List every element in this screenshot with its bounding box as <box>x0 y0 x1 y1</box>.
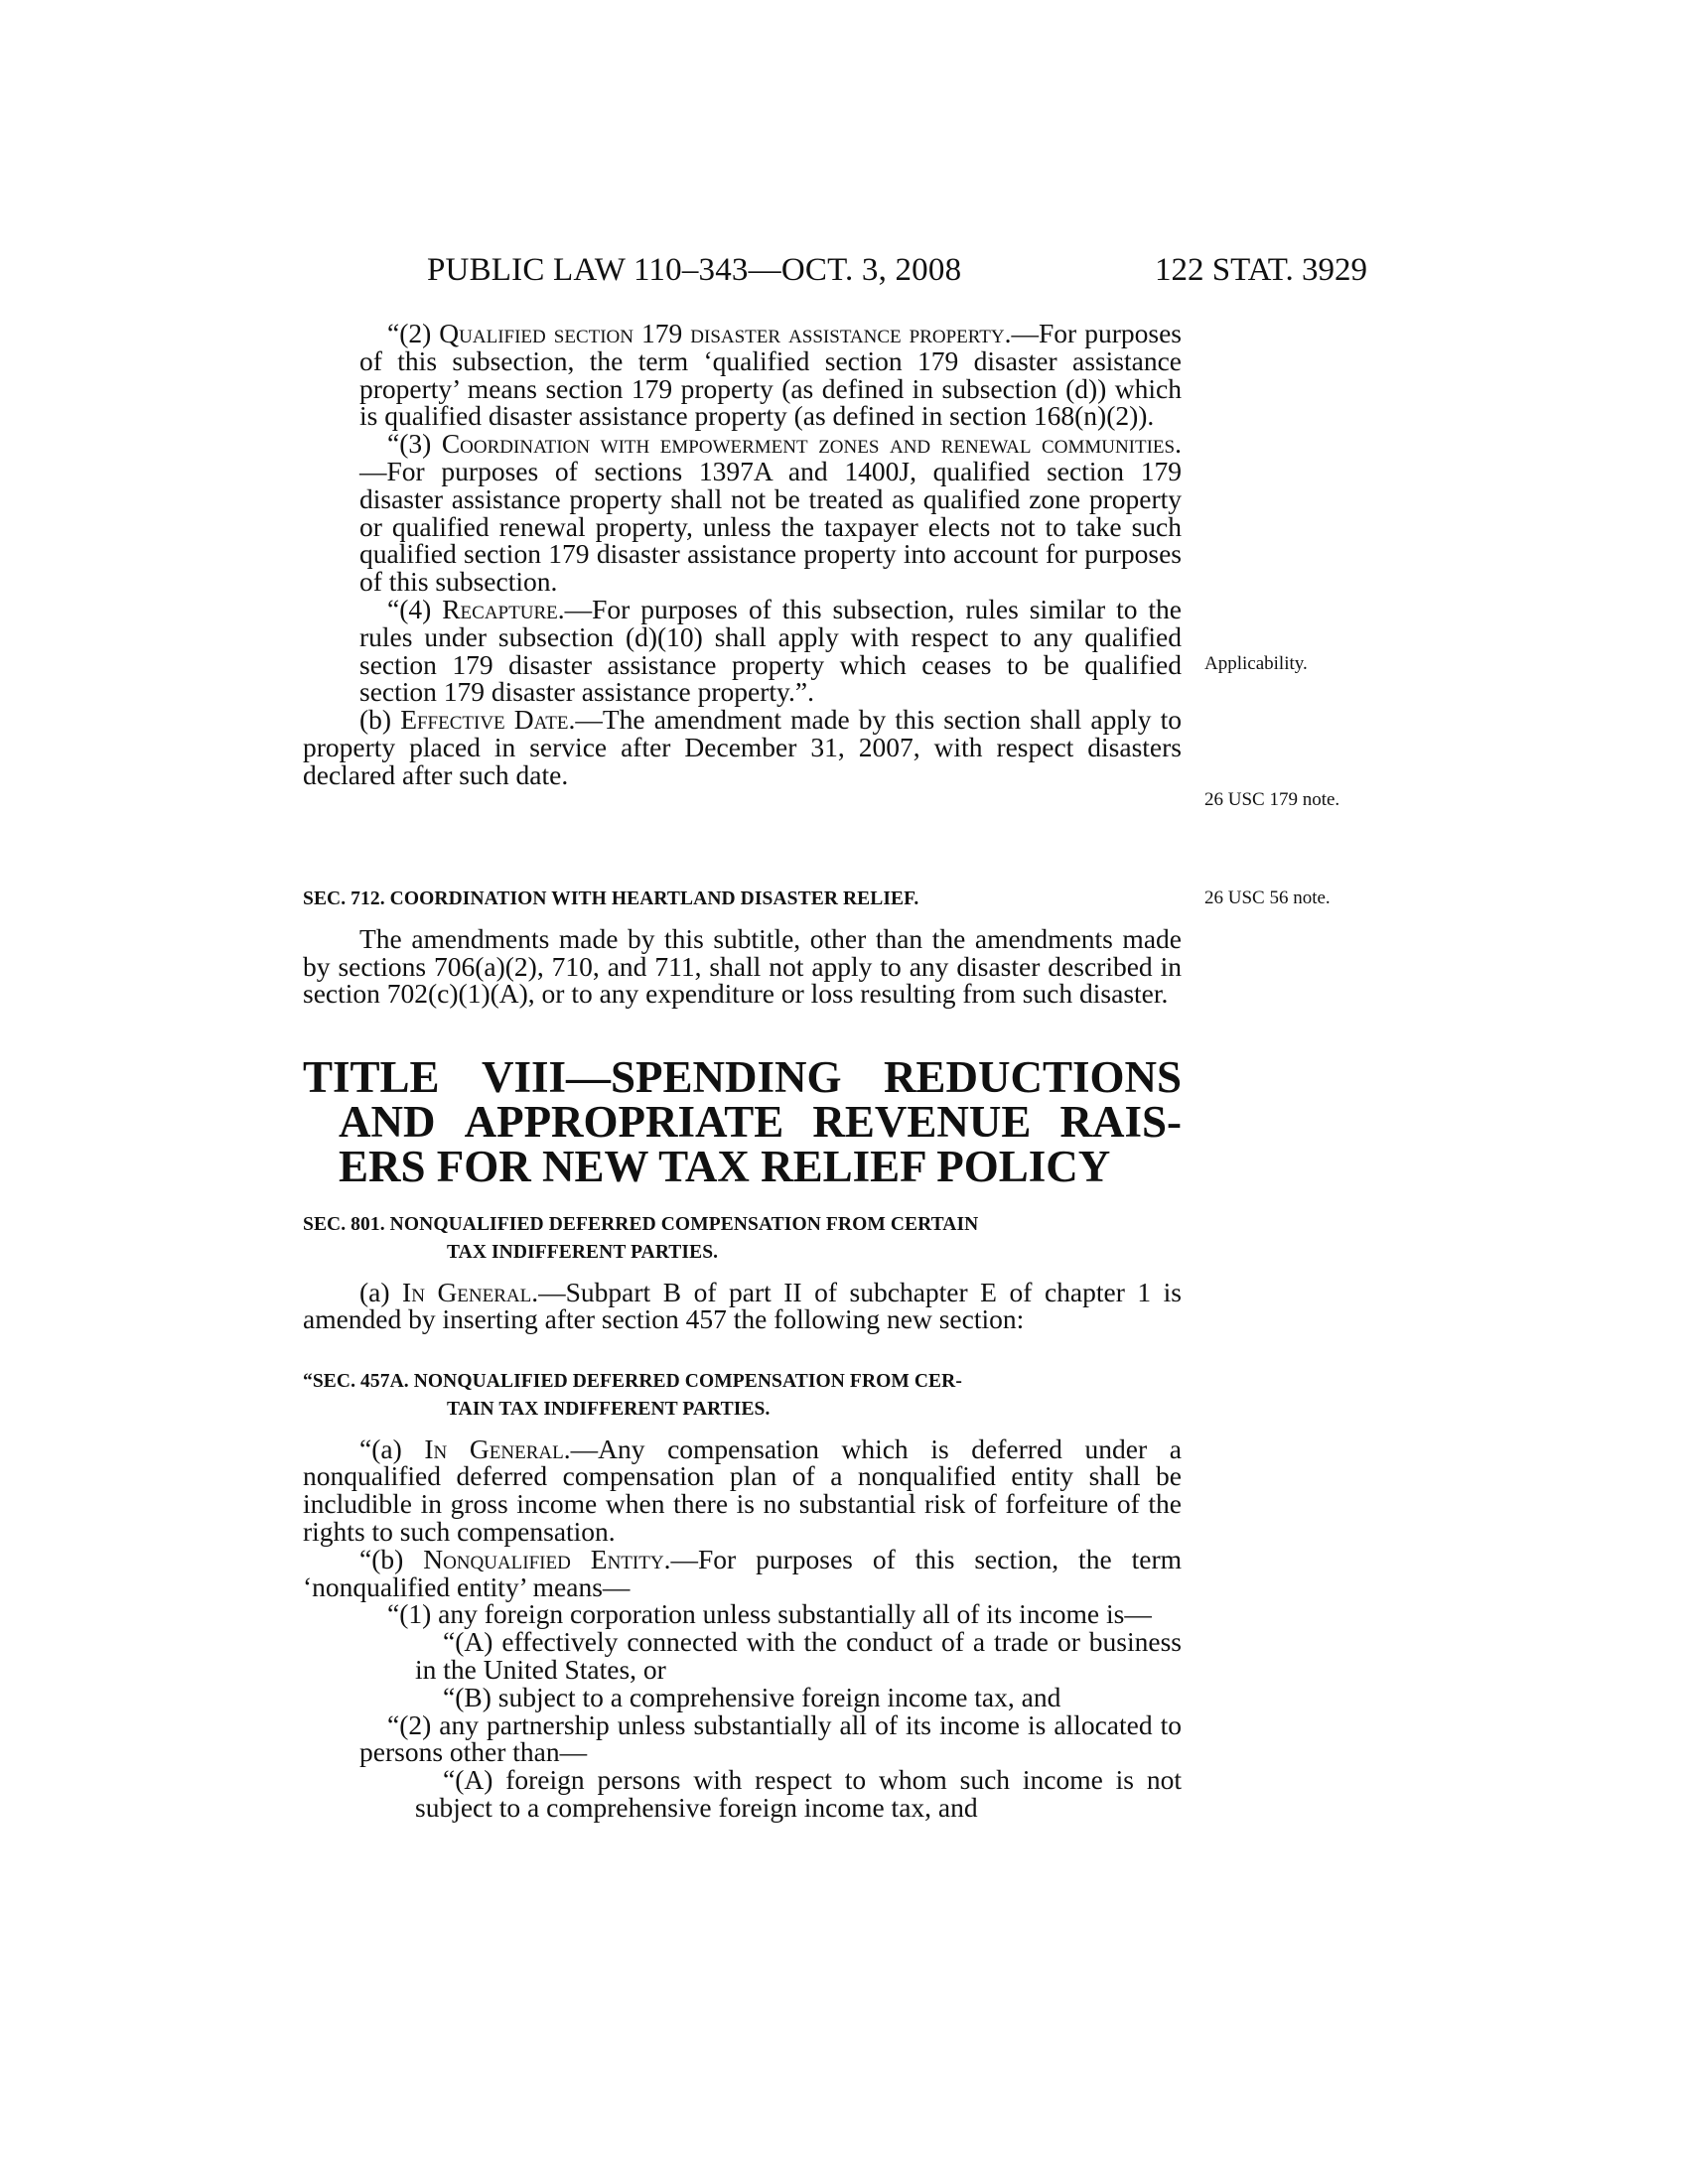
section-457a-b1-subparagraph-a: “(A) effectively connected with the conduct of a trade or business in the United States, or <box>415 1626 1182 1685</box>
section-801-heading: SEC. 801. NONQUALIFIED DEFERRED COMPENSATION FROM CERTAIN TAX INDIFFERENT PARTIES. <box>303 1214 979 1263</box>
title-viii-heading <box>303 1052 1182 1191</box>
section-457a-b2-subparagraph-a: “(A) foreign persons with respect to whom such income is not subject to a comprehensive foreign income tax, and <box>415 1764 1182 1823</box>
paragraph-3: “(3) Coordination with empowerment zones and renewal communities.—For purposes of sections 1397A and 1400J, qualified section 179 disaster assistance property shall not be treated as qualified zone property or qualified renewal property, unless the taxpayer elects not to take such qualified section 179 disaster assistance property into account for purposes of this subsection. <box>359 428 1182 598</box>
margin-note-26-usc-179: 26 USC 179 note. <box>1204 789 1340 810</box>
section-457a-b-paragraph-1: “(1) any foreign corporation unless substantially all of its income is— <box>387 1598 1152 1630</box>
paragraph-4: “(4) Recapture.—For purposes of this subsection, rules similar to the rules under subsection (d)(10) shall apply with respect to any qualified section 179 disaster assistance property which ceases to be qualified section 179 disaster assistance property.”. <box>359 593 1182 708</box>
paragraph-2: “(2) Qualified section 179 disaster assistance property.—For purposes of this subsection, the term ‘qualified section 179 disaster assistance property’ means section 179 property (as defined in subsection (d)) which is qualified disaster assistance property (as defined in section 168(n)(2)). <box>359 318 1182 432</box>
section-712 <box>303 886 1182 1008</box>
section-712-heading: SEC. 712. COORDINATION WITH HEARTLAND DISASTER RELIEF. <box>303 888 919 909</box>
subsection-continuation <box>303 320 1182 789</box>
section-712-text: The amendments made by this subtitle, other than the amendments made by sections 706(a)(2), 710, and 711, shall not apply to any disaster described in section 702(c)(1)(A), or to any expenditure or loss resulting from such disaster. <box>303 922 1182 1010</box>
section-801 <box>303 1211 1182 1333</box>
margin-note-26-usc-56: 26 USC 56 note. <box>1204 887 1331 908</box>
title-line-2: AND APPROPRIATE REVENUE RAIS- <box>339 1097 1182 1147</box>
title-line-1: TITLE VIII—SPENDING REDUCTIONS <box>303 1052 1182 1102</box>
running-header-page-number: 122 STAT. 3929 <box>1155 252 1368 288</box>
title-line-3: ERS FOR NEW TAX RELIEF POLICY <box>339 1142 1111 1191</box>
section-457a-heading: “SEC. 457A. NONQUALIFIED DEFERRED COMPENSATION FROM CER- TAIN TAX INDIFFERENT PARTIES. <box>303 1371 962 1420</box>
section-457a-b-paragraph-2: “(2) any partnership unless substantially all of its income is allocated to persons other than— <box>359 1708 1182 1768</box>
section-457a-subsection-a: “(a) In General.—Any compensation which is deferred under a nonqualified deferred compensation plan of a nonqualified entity shall be includible in gross income when there is no substantial risk of forfeiture of the rights to such compensation. <box>303 1433 1183 1547</box>
section-801-subsection-a: (a) In General.—Subpart B of part II of subchapter E of chapter 1 is amended by inserting after section 457 the following new section: <box>303 1276 1182 1335</box>
section-457a <box>303 1368 1182 1822</box>
margin-note-applicability: Applicability. <box>1204 653 1308 674</box>
section-457a-b1-subparagraph-b: “(B) subject to a comprehensive foreign income tax, and <box>443 1681 1061 1712</box>
subsection-b-effective-date: (b) Effective Date.—The amendment made by this section shall apply to property placed in service after December 31, 2007, with respect disasters declared after such date. <box>303 704 1182 790</box>
section-457a-subsection-b: “(b) Nonqualified Entity.—For purposes of this section, the term ‘nonqualified entity’ means— <box>303 1543 1182 1602</box>
running-header-citation: PUBLIC LAW 110–343—OCT. 3, 2008 <box>427 252 962 288</box>
